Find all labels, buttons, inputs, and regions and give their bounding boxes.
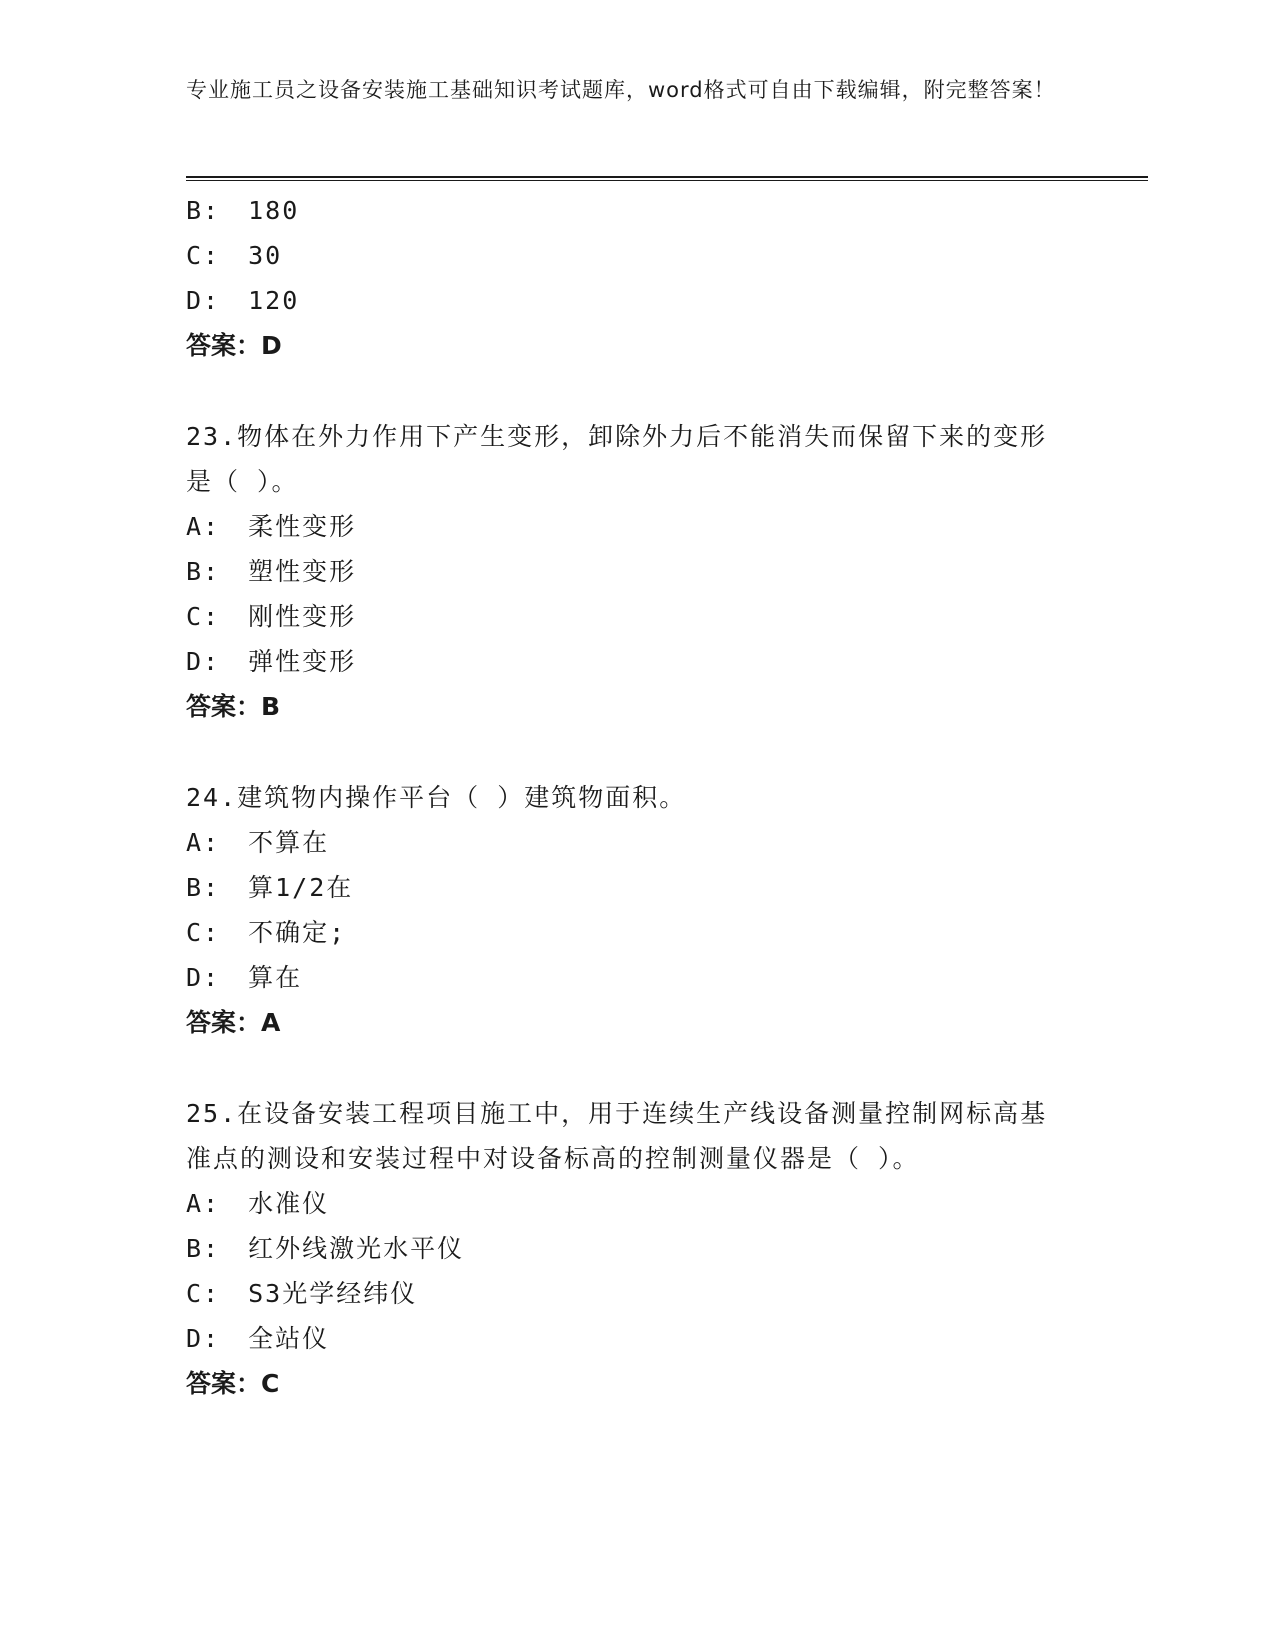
- answer-line: 答案：B: [186, 692, 281, 721]
- question-content: [186, 188, 1086, 1406]
- header-divider: [186, 176, 1148, 181]
- question-23: [186, 414, 1086, 729]
- option-d: D: 120: [186, 286, 300, 315]
- option-a: A: 不算在: [186, 828, 330, 857]
- option-c: C: S3光学经纬仪: [186, 1279, 418, 1308]
- answer-line: 答案：C: [186, 1369, 280, 1398]
- option-d: D: 算在: [186, 963, 303, 992]
- answer-line: 答案：A: [186, 1008, 281, 1037]
- question-24: [186, 775, 1086, 1045]
- option-b: B: 算1/2在: [186, 873, 354, 902]
- option-d: D: 弹性变形: [186, 647, 357, 676]
- question-stem: 25.在设备安装工程项目施工中，用于连续生产线设备测量控制网标高基准点的测设和安装过程中对设备标高的控制测量仪器是（ ）。: [186, 1099, 1048, 1173]
- option-b: B: 塑性变形: [186, 557, 357, 586]
- option-d: D: 全站仪: [186, 1324, 330, 1353]
- question-stem: 23.物体在外力作用下产生变形，卸除外力后不能消失而保留下来的变形是（ ）。: [186, 422, 1048, 496]
- option-c: C: 刚性变形: [186, 602, 357, 631]
- option-a: A: 柔性变形: [186, 512, 357, 541]
- option-c: C: 不确定;: [186, 918, 347, 947]
- option-b: B: 180: [186, 196, 300, 225]
- option-b: B: 红外线激光水平仪: [186, 1234, 465, 1263]
- question-stem: 24.建筑物内操作平台（ ）建筑物面积。: [186, 783, 687, 812]
- answer-line: 答案：D: [186, 331, 282, 360]
- page-header-title: 专业施工员之设备安装施工基础知识考试题库，word格式可自由下载编辑，附完整答案！: [186, 78, 1056, 102]
- question-22-continued: [186, 188, 1086, 368]
- question-25: [186, 1091, 1086, 1406]
- option-a: A: 水准仪: [186, 1189, 330, 1218]
- option-c: C: 30: [186, 241, 283, 270]
